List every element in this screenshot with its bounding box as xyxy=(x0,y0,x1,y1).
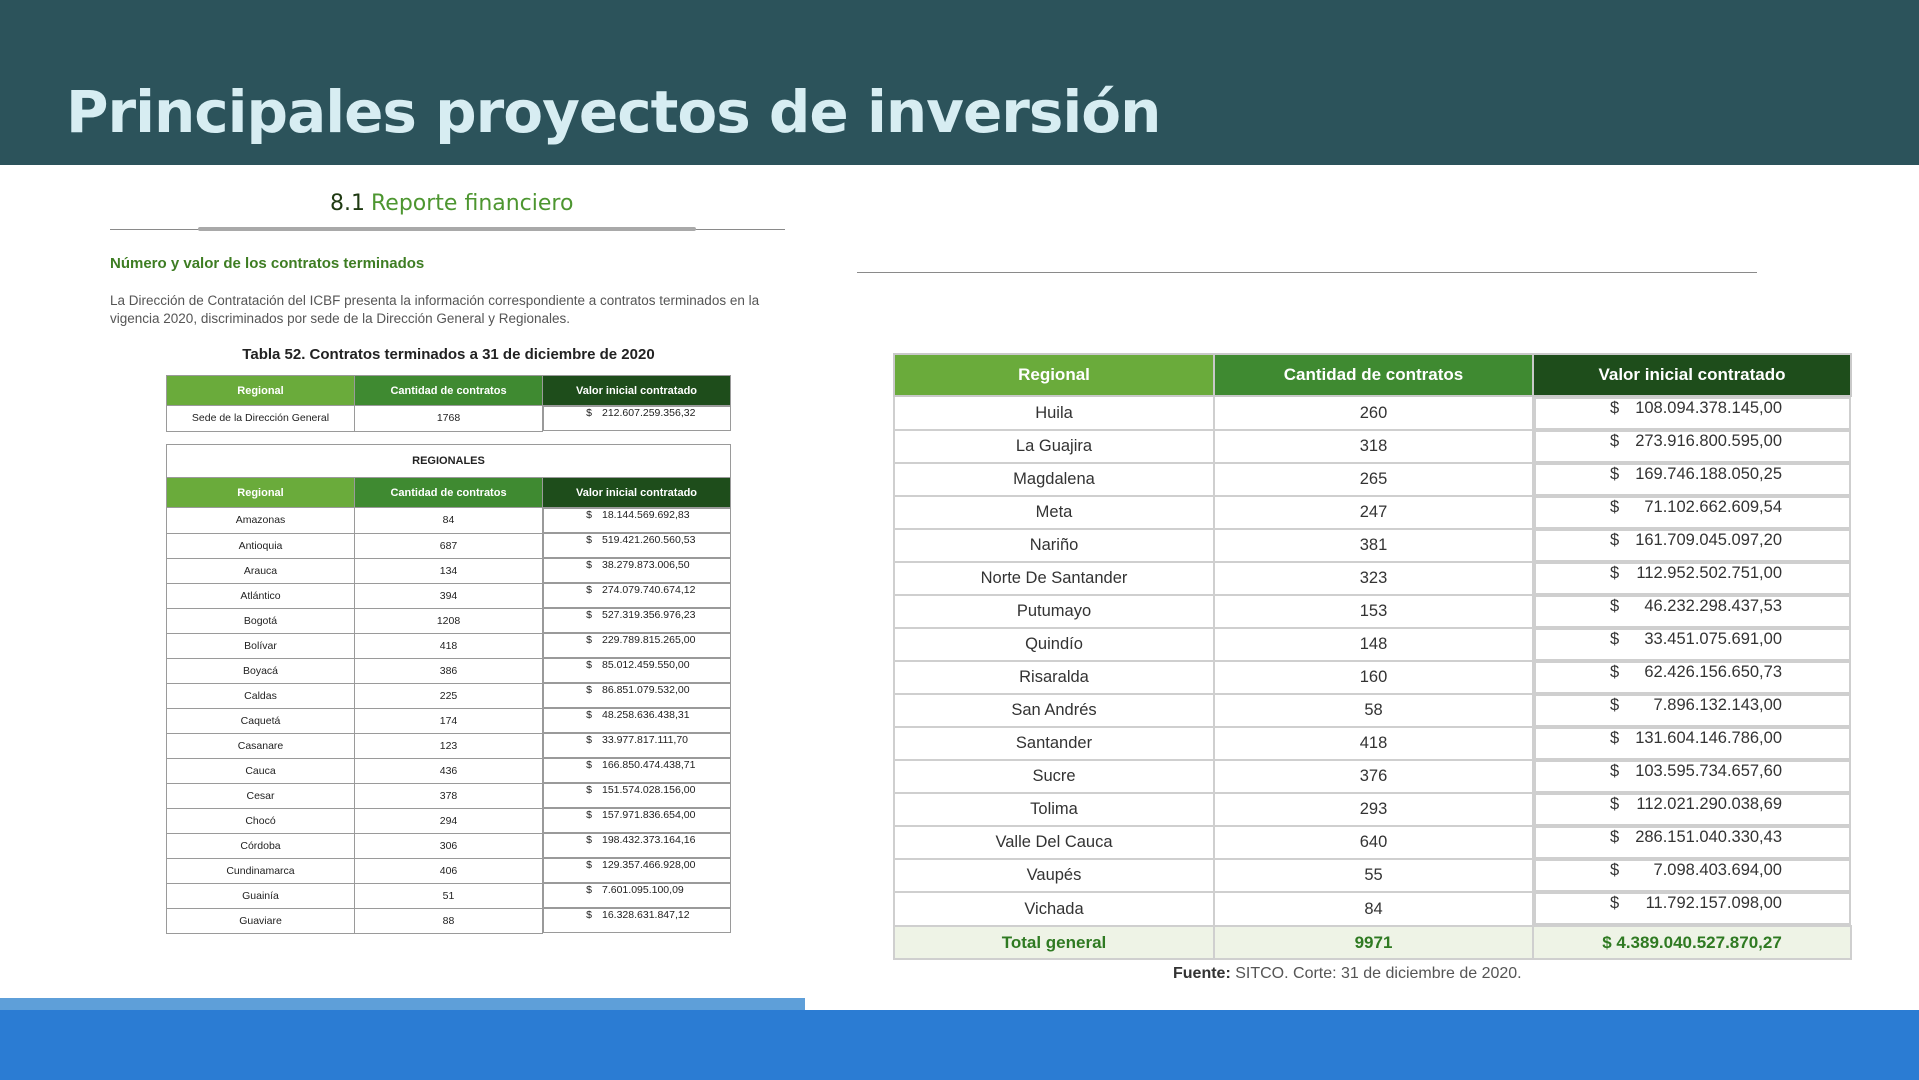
slide-title: Principales proyectos de inversión xyxy=(66,78,1161,146)
cell-value: $ 519.421.260.560,53 xyxy=(543,533,731,558)
cell-regional: Arauca xyxy=(167,558,355,583)
cell-count: 123 xyxy=(355,733,543,758)
cell-regional: Boyacá xyxy=(167,658,355,683)
cell-value: $ 286.151.040.330,43 xyxy=(1534,826,1851,859)
cell-regional: Caquetá xyxy=(167,708,355,733)
cell-value: $ 112.021.290.038,69 xyxy=(1534,793,1851,826)
table-row xyxy=(894,760,1851,793)
cell-regional: La Guajira xyxy=(894,430,1214,463)
cell-regional: Cundinamarca xyxy=(167,858,355,883)
footer-bar xyxy=(0,1010,1919,1080)
cell-count: 418 xyxy=(355,633,543,658)
cell-regional: Chocó xyxy=(167,808,355,833)
cell-regional: Bogotá xyxy=(167,608,355,633)
column-header: Valor inicial contratado xyxy=(1533,354,1851,396)
column-header: Cantidad de contratos xyxy=(355,376,543,406)
cell-value: $ 46.232.298.437,53 xyxy=(1534,595,1851,628)
cell-regional: Tolima xyxy=(894,793,1214,826)
cell-count: 418 xyxy=(1214,727,1533,760)
column-header: Cantidad de contratos xyxy=(355,478,543,508)
cell-regional: Santander xyxy=(894,727,1214,760)
cell-count: 1208 xyxy=(355,608,543,633)
source-note: Fuente: SITCO. Corte: 31 de diciembre de 2020. xyxy=(1173,965,1522,982)
cell-value: $ 71.102.662.609,54 xyxy=(1534,496,1851,529)
cell-value: $ 166.850.474.438,71 xyxy=(543,758,731,783)
total-row xyxy=(894,926,1851,959)
cell-count: 174 xyxy=(355,708,543,733)
cell-count: 378 xyxy=(355,783,543,808)
cell-count: 323 xyxy=(1214,562,1533,595)
cell-value: $ 108.094.378.145,00 xyxy=(1534,397,1851,430)
cell-value: $ 33.977.817.111,70 xyxy=(543,733,731,758)
cell-regional: Sucre xyxy=(894,760,1214,793)
cell-value: $ 16.328.631.847,12 xyxy=(543,908,731,933)
table-row xyxy=(167,533,731,558)
cell-regional: Guaviare xyxy=(167,908,355,933)
cell-value: $ 274.079.740.674,12 xyxy=(543,583,731,608)
section-heading xyxy=(330,191,573,216)
cell-regional: Risaralda xyxy=(894,661,1214,694)
regional-contracts-table xyxy=(893,353,1852,960)
cell-regional: Huila xyxy=(894,396,1214,430)
table-row xyxy=(167,858,731,883)
table-row xyxy=(894,396,1851,430)
cell-value: $ 7.896.132.143,00 xyxy=(1534,694,1851,727)
regionales-table xyxy=(166,444,731,934)
cell-count: 265 xyxy=(1214,463,1533,496)
cell-regional: Córdoba xyxy=(167,833,355,858)
table-row xyxy=(894,859,1851,892)
cell-value: $ 7.098.403.694,00 xyxy=(1534,859,1851,892)
cell-count: 394 xyxy=(355,583,543,608)
table-caption: Tabla 52. Contratos terminados a 31 de diciembre de 2020 xyxy=(242,346,655,363)
cell-count: 293 xyxy=(1214,793,1533,826)
cell-count: 247 xyxy=(1214,496,1533,529)
cell-count: 406 xyxy=(355,858,543,883)
cell-count: 436 xyxy=(355,758,543,783)
table-row xyxy=(894,793,1851,826)
cell-value: $ 161.709.045.097,20 xyxy=(1534,529,1851,562)
table-row xyxy=(894,661,1851,694)
cell-regional: Putumayo xyxy=(894,595,1214,628)
footer-accent xyxy=(0,998,805,1010)
cell-value: $ 38.279.873.006,50 xyxy=(543,558,731,583)
cell-value: $ 157.971.836.654,00 xyxy=(543,808,731,833)
table-row xyxy=(167,658,731,683)
cell-value: $ 103.595.734.657,60 xyxy=(1534,760,1851,793)
table-row xyxy=(167,583,731,608)
cell-regional: Caldas xyxy=(167,683,355,708)
table-row xyxy=(167,733,731,758)
table-row xyxy=(894,628,1851,661)
column-header: Valor inicial contratado xyxy=(543,376,731,406)
table-row xyxy=(167,708,731,733)
column-header: Regional xyxy=(167,478,355,508)
table-row xyxy=(167,883,731,908)
cell-value: $ 62.426.156.650,73 xyxy=(1534,661,1851,694)
cell-count: 84 xyxy=(1214,892,1533,926)
table-row xyxy=(167,758,731,783)
table-row xyxy=(894,463,1851,496)
cell-value: $ 527.319.356.976,23 xyxy=(543,608,731,633)
cell-value: $ 48.258.636.438,31 xyxy=(543,708,731,733)
cell-count: 51 xyxy=(355,883,543,908)
cell-count: 381 xyxy=(1214,529,1533,562)
divider xyxy=(857,272,1757,273)
cell-count: 84 xyxy=(355,508,543,534)
column-header: Regional xyxy=(167,376,355,406)
slide-header xyxy=(0,0,1919,165)
table-row xyxy=(167,508,731,534)
cell-count: 225 xyxy=(355,683,543,708)
cell-value: $ 273.916.800.595,00 xyxy=(1534,430,1851,463)
cell-regional: Casanare xyxy=(167,733,355,758)
cell-value: $ 169.746.188.050,25 xyxy=(1534,463,1851,496)
cell-count: 260 xyxy=(1214,396,1533,430)
table-row xyxy=(167,833,731,858)
cell-count: 386 xyxy=(355,658,543,683)
cell-count: 58 xyxy=(1214,694,1533,727)
cell-regional: Quindío xyxy=(894,628,1214,661)
cell-regional: Cesar xyxy=(167,783,355,808)
divider-accent xyxy=(198,227,696,231)
table-row xyxy=(894,694,1851,727)
cell-count: 55 xyxy=(1214,859,1533,892)
cell-value: $ 7.601.095.100,09 xyxy=(543,883,731,908)
table-row xyxy=(894,826,1851,859)
table-row xyxy=(167,608,731,633)
table-row xyxy=(894,430,1851,463)
cell-regional: Nariño xyxy=(894,529,1214,562)
cell-value: $ 86.851.079.532,00 xyxy=(543,683,731,708)
regionales-label: REGIONALES xyxy=(167,445,731,478)
cell-regional: Sede de la Dirección General xyxy=(167,406,355,432)
table-row xyxy=(894,496,1851,529)
cell-value: $ 212.607.259.356,32 xyxy=(543,406,731,431)
section-title: Reporte financiero xyxy=(371,191,574,216)
subheading: Número y valor de los contratos terminados xyxy=(110,255,425,272)
table-row xyxy=(167,633,731,658)
cell-regional: Vaupés xyxy=(894,859,1214,892)
table-row xyxy=(167,908,731,933)
cell-count: 153 xyxy=(1214,595,1533,628)
table-row xyxy=(167,406,731,432)
section-number: 8.1 xyxy=(330,191,365,216)
cell-regional: Vichada xyxy=(894,892,1214,926)
cell-value: $ 131.604.146.786,00 xyxy=(1534,727,1851,760)
cell-regional: Guainía xyxy=(167,883,355,908)
cell-count: 687 xyxy=(355,533,543,558)
table-row xyxy=(167,808,731,833)
sede-table xyxy=(166,375,731,432)
cell-count: 88 xyxy=(355,908,543,933)
cell-value: $ 229.789.815.265,00 xyxy=(543,633,731,658)
cell-value: $ 11.792.157.098,00 xyxy=(1534,892,1851,925)
total-value: $ 4.389.040.527.870,27 xyxy=(1533,926,1851,959)
column-header: Valor inicial contratado xyxy=(543,478,731,508)
table-row xyxy=(894,529,1851,562)
cell-regional: Atlántico xyxy=(167,583,355,608)
cell-count: 160 xyxy=(1214,661,1533,694)
cell-count: 148 xyxy=(1214,628,1533,661)
cell-regional: Valle Del Cauca xyxy=(894,826,1214,859)
cell-regional: Cauca xyxy=(167,758,355,783)
table-row xyxy=(894,727,1851,760)
cell-regional: Norte De Santander xyxy=(894,562,1214,595)
report-excerpt xyxy=(0,165,800,995)
total-label: Total general xyxy=(894,926,1214,959)
cell-count: 376 xyxy=(1214,760,1533,793)
cell-regional: Amazonas xyxy=(167,508,355,534)
column-header: Regional xyxy=(894,354,1214,396)
cell-value: $ 129.357.466.928,00 xyxy=(543,858,731,883)
cell-value: $ 112.952.502.751,00 xyxy=(1534,562,1851,595)
intro-paragraph: La Dirección de Contratación del ICBF presenta la información correspondiente a contratos terminados en la vigencia 2020, discriminados por sede de la Dirección General y Regionales. xyxy=(110,293,760,326)
cell-value: $ 18.144.569.692,83 xyxy=(543,508,731,533)
cell-regional: San Andrés xyxy=(894,694,1214,727)
table-row xyxy=(894,562,1851,595)
cell-regional: Meta xyxy=(894,496,1214,529)
table-row xyxy=(167,783,731,808)
table-row xyxy=(167,558,731,583)
cell-value: $ 151.574.028.156,00 xyxy=(543,783,731,808)
cell-value: $ 85.012.459.550,00 xyxy=(543,658,731,683)
cell-regional: Bolívar xyxy=(167,633,355,658)
cell-count: 318 xyxy=(1214,430,1533,463)
cell-count: 640 xyxy=(1214,826,1533,859)
cell-regional: Magdalena xyxy=(894,463,1214,496)
total-count: 9971 xyxy=(1214,926,1533,959)
column-header: Cantidad de contratos xyxy=(1214,354,1533,396)
cell-count: 134 xyxy=(355,558,543,583)
cell-count: 294 xyxy=(355,808,543,833)
cell-count: 306 xyxy=(355,833,543,858)
table-row xyxy=(894,595,1851,628)
cell-value: $ 198.432.373.164,16 xyxy=(543,833,731,858)
table-row xyxy=(894,892,1851,926)
cell-value: $ 33.451.075.691,00 xyxy=(1534,628,1851,661)
cell-regional: Antioquia xyxy=(167,533,355,558)
table-row xyxy=(167,683,731,708)
cell-count: 1768 xyxy=(355,406,543,432)
